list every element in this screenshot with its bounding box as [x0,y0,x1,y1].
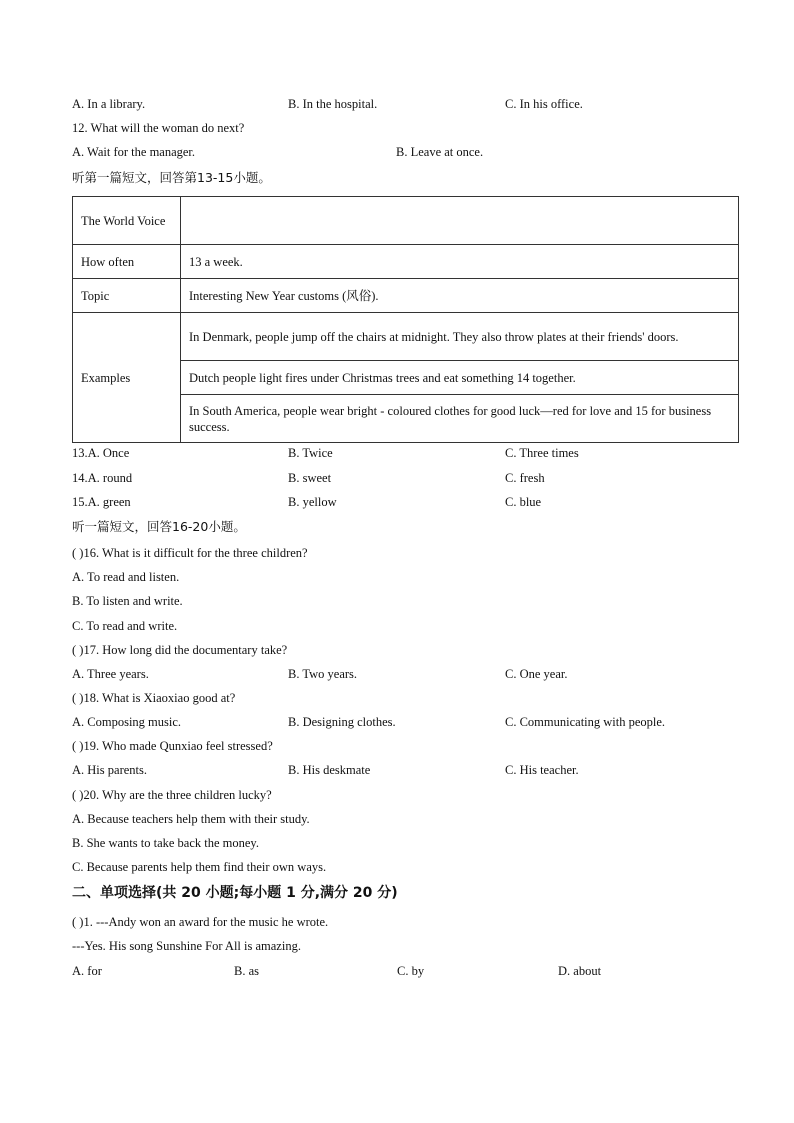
q12-stem: 12. What will the woman do next? [72,121,245,135]
q17-option-c: C. One year. [505,667,568,681]
q12-options [72,143,738,161]
table-row [73,245,739,279]
topic-value: Interesting New Year customs (风俗). [181,279,739,313]
q13-option-b: B. Twice [288,446,333,460]
example-denmark: In Denmark, people jump off the chairs at midnight. They also throw plates at their friends' doors. [181,313,739,361]
q18-options [72,713,738,731]
how-often-label: How often [73,245,181,279]
example-south-america: In South America, people wear bright - coloured clothes for good luck—red for love and 15 for business success. [181,395,739,443]
q18-option-b: B. Designing clothes. [288,715,396,729]
q13-options [72,444,738,462]
example-dutch: Dutch people light fires under Christmas trees and eat something 14 together. [181,361,739,395]
section1-intro: 听第一篇短文，回答第13-15小题。 [72,170,271,185]
examples-label: Examples [73,313,181,443]
mc1-option-d: D. about [558,964,602,978]
q20-option-a: A. Because teachers help them with their study. [72,812,310,826]
q17-option-a: A. Three years. [72,667,149,681]
mc1-option-a: A. for [72,964,102,978]
q14-option-a: 14.A. round [72,471,133,485]
q19-option-b: B. His deskmate [288,763,371,777]
q11-option-b: B. In the hospital. [288,97,378,111]
section2-intro: 听一篇短文，回答16-20小题。 [72,519,246,534]
q18-option-c: C. Communicating with people. [505,715,666,729]
table-row [73,279,739,313]
q16-option-b: B. To listen and write. [72,594,183,608]
q11-option-a: A. In a library. [72,97,146,111]
q12-option-a: A. Wait for the manager. [72,145,196,159]
q17-options [72,665,738,683]
table-row [73,197,739,245]
mc1-reply: ---Yes. His song Sunshine For All is amazing. [72,939,301,953]
q16-option-c: C. To read and write. [72,619,178,633]
mc1-option-c: C. by [397,964,425,978]
mc1-option-b: B. as [234,964,259,978]
q19-stem: ( )19. Who made Qunxiao feel stressed? [72,739,273,753]
q14-option-c: C. fresh [505,471,545,485]
q20-option-b: B. She wants to take back the money. [72,836,259,850]
mc1-stem: ( )1. ---Andy won an award for the music he wrote. [72,915,329,929]
q20-option-c: C. Because parents help them find their own ways. [72,860,327,874]
q20-stem: ( )20. Why are the three children lucky? [72,788,272,802]
q17-stem: ( )17. How long did the documentary take? [72,643,288,657]
q11-options [72,95,738,113]
q18-option-a: A. Composing music. [72,715,182,729]
q15-option-c: C. blue [505,495,542,509]
topic-label: Topic [73,279,181,313]
q15-option-b: B. yellow [288,495,337,509]
q16-option-a: A. To read and listen. [72,570,180,584]
how-often-value: 13 a week. [181,245,739,279]
q13-option-c: C. Three times [505,446,579,460]
part2-heading: 二、单项选择(共 20 小题;每小题 1 分,满分 20 分) [72,885,398,901]
q17-option-b: B. Two years. [288,667,358,681]
q14-option-b: B. sweet [288,471,332,485]
q19-option-a: A. His parents. [72,763,147,777]
table-row [73,313,739,361]
q12-option-b: B. Leave at once. [396,145,484,159]
table-empty-cell [181,197,739,245]
q16-stem: ( )16. What is it difficult for the three children? [72,546,308,560]
q14-options [72,469,738,487]
table-title-cell: The World Voice [73,197,181,245]
q19-option-c: C. His teacher. [505,763,579,777]
q18-stem: ( )18. What is Xiaoxiao good at? [72,691,236,705]
world-voice-table [72,196,739,443]
q11-option-c: C. In his office. [505,97,583,111]
q15-options [72,493,738,511]
mc1-options [72,962,738,980]
q19-options [72,761,738,779]
q13-option-a: 13.A. Once [72,446,130,460]
q15-option-a: 15.A. green [72,495,131,509]
